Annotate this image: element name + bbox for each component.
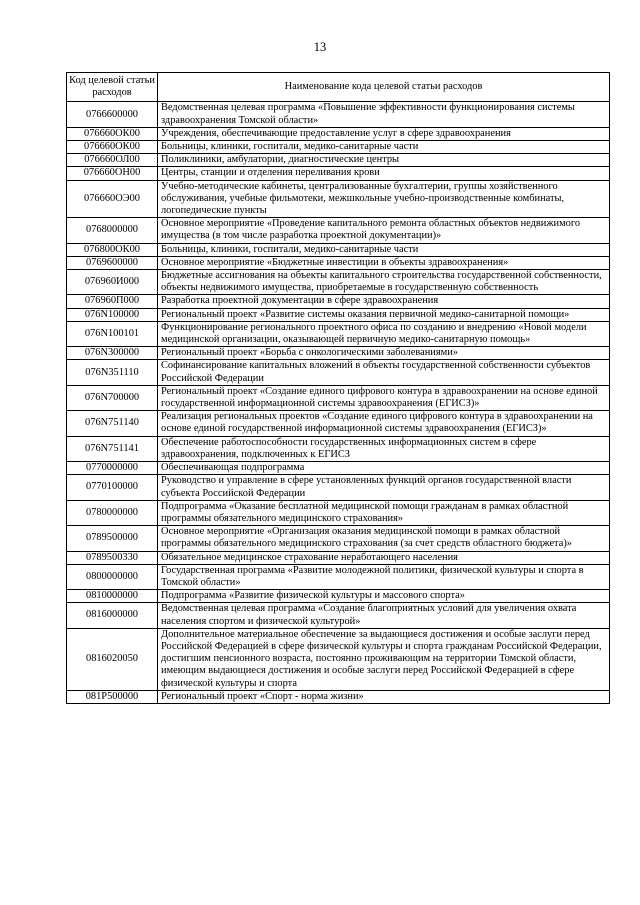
budget-code-table <box>66 72 610 704</box>
header-name: Наименование кода целевой статьи расходов <box>158 73 610 102</box>
row-name: Реализация региональных проектов «Создание единого цифрового контура в здравоохранении на основе единой государственной информационной системы здравоохранения (ЕГИСЗ)» <box>158 411 610 436</box>
table-row <box>67 347 610 360</box>
row-code: 0766600000 <box>67 102 158 127</box>
table-row <box>67 500 610 525</box>
page-number: 13 <box>313 40 327 54</box>
table-row <box>67 308 610 321</box>
row-name: Государственная программа «Развитие молодежной политики, физической культуры и спорта в Томской области» <box>158 564 610 589</box>
row-name: Дополнительное материальное обеспечение за выдающиеся достижения и особые заслуги перед Российской Федерацией в сфере физической культуры и спорта гражданам Российской Федерации, достигшим пенсионного возраста, постоянно проживающим на территории Томской области, имеющим выдающиеся достижения и особые заслуги перед Российской Федерацией в сфере физической культуры и спорта <box>158 628 610 690</box>
row-code: 076N700000 <box>67 385 158 410</box>
row-code: 081Р500000 <box>67 690 158 703</box>
row-code: 0816020050 <box>67 628 158 690</box>
row-name: Обеспечивающая подпрограмма <box>158 462 610 475</box>
row-name: Основное мероприятие «Организация оказания медицинской помощи в рамках областной программы обязательного медицинского страхования (за счет средств областного бюджета)» <box>158 526 610 551</box>
row-name: Основное мероприятие «Бюджетные инвестиции в объекты здравоохранения» <box>158 256 610 269</box>
row-name: Региональный проект «Создание единого цифрового контура в здравоохранении на основе единой государственной информационной системы здравоохранения (ЕГИСЗ)» <box>158 385 610 410</box>
row-name: Учреждения, обеспечивающие предоставление услуг в сфере здравоохранения <box>158 127 610 140</box>
row-name: Обеспечение работоспособности государственных информационных систем в сфере здравоохранения, подключенных к ЕГИСЗ <box>158 436 610 461</box>
row-name: Центры, станции и отделения переливания крови <box>158 167 610 180</box>
row-name: Ведомственная целевая программа «Создание благоприятных условий для увеличения охвата населения спортом и физической культурой» <box>158 603 610 628</box>
table-row <box>67 462 610 475</box>
row-code: 076660ОК00 <box>67 127 158 140</box>
table-row <box>67 526 610 551</box>
row-name: Софинансирование капитальных вложений в объекты государственной собственности субъектов Российской Федерации <box>158 360 610 385</box>
table-row <box>67 295 610 308</box>
row-code: 0768000000 <box>67 218 158 243</box>
row-name: Разработка проектной документации в сфере здравоохранения <box>158 295 610 308</box>
row-code: 076660ОК00 <box>67 141 158 154</box>
table-row <box>67 127 610 140</box>
row-name: Региональный проект «Развитие системы оказания первичной медико-санитарной помощи» <box>158 308 610 321</box>
table-row <box>67 141 610 154</box>
row-name: Региональный проект «Спорт - норма жизни» <box>158 690 610 703</box>
row-code: 0770100000 <box>67 475 158 500</box>
table-row <box>67 475 610 500</box>
row-name: Ведомственная целевая программа «Повышение эффективности функционирования системы здравоохранения Томской области» <box>158 102 610 127</box>
row-code: 076N751141 <box>67 436 158 461</box>
row-code: 076960П000 <box>67 295 158 308</box>
header-code: Код целевой статьи расходов <box>67 73 158 102</box>
row-code: 0780000000 <box>67 500 158 525</box>
row-code: 076660ОЭ00 <box>67 180 158 218</box>
row-name: Подпрограмма «Оказание бесплатной медицинской помощи гражданам в рамках областной программы обязательного медицинского страхования» <box>158 500 610 525</box>
row-name: Бюджетные ассигнования на объекты капитального строительства государственной собственности, объекты недвижимого имущества, приобретаемые в государственную собственность <box>158 270 610 295</box>
table-row <box>67 167 610 180</box>
table-row <box>67 180 610 218</box>
table-row <box>67 154 610 167</box>
row-name: Больницы, клиники, госпитали, медико-санитарные части <box>158 243 610 256</box>
row-name: Руководство и управление в сфере установленных функций органов государственной власти субъекта Российской Федерации <box>158 475 610 500</box>
table-row <box>67 411 610 436</box>
table-row <box>67 603 610 628</box>
table-row <box>67 321 610 346</box>
table-row <box>67 690 610 703</box>
row-name: Подпрограмма «Развитие физической культуры и массового спорта» <box>158 590 610 603</box>
row-code: 076N351110 <box>67 360 158 385</box>
table-row <box>67 218 610 243</box>
row-name: Основное мероприятие «Проведение капитального ремонта областных объектов недвижимого имущества (в том числе разработка проектной документации)» <box>158 218 610 243</box>
table-row <box>67 102 610 127</box>
table-row <box>67 360 610 385</box>
row-code: 0769600000 <box>67 256 158 269</box>
row-code: 076800ОК00 <box>67 243 158 256</box>
row-name: Больницы, клиники, госпитали, медико-санитарные части <box>158 141 610 154</box>
table-row <box>67 628 610 690</box>
row-code: 0800000000 <box>67 564 158 589</box>
row-code: 076N100101 <box>67 321 158 346</box>
table-row <box>67 590 610 603</box>
table-header-row <box>67 73 610 102</box>
row-name: Региональный проект «Борьба с онкологическими заболеваниями» <box>158 347 610 360</box>
row-code: 0770000000 <box>67 462 158 475</box>
row-code: 0789500330 <box>67 551 158 564</box>
row-code: 076660ОН00 <box>67 167 158 180</box>
row-code: 076N751140 <box>67 411 158 436</box>
table-row <box>67 243 610 256</box>
row-name: Поликлиники, амбулатории, диагностические центры <box>158 154 610 167</box>
row-code: 076N300000 <box>67 347 158 360</box>
table-row <box>67 551 610 564</box>
table-row <box>67 270 610 295</box>
row-code: 0816000000 <box>67 603 158 628</box>
row-name: Обязательное медицинское страхование неработающего населения <box>158 551 610 564</box>
row-name: Функционирование регионального проектного офиса по созданию и внедрению «Новой модели медицинской организации, оказывающей первичную медико-санитарную помощь» <box>158 321 610 346</box>
row-code: 0789500000 <box>67 526 158 551</box>
row-code: 076N100000 <box>67 308 158 321</box>
table-row <box>67 564 610 589</box>
table-body <box>67 102 610 704</box>
table-row <box>67 385 610 410</box>
table-row <box>67 256 610 269</box>
row-code: 0810000000 <box>67 590 158 603</box>
row-code: 076660ОЛ00 <box>67 154 158 167</box>
row-name: Учебно-методические кабинеты, централизованные бухгалтерии, группы хозяйственного обслуживания, учебные фильмотеки, межшкольные учебно-производственные комбинаты, логопедические пункты <box>158 180 610 218</box>
row-code: 076960И000 <box>67 270 158 295</box>
table-row <box>67 436 610 461</box>
